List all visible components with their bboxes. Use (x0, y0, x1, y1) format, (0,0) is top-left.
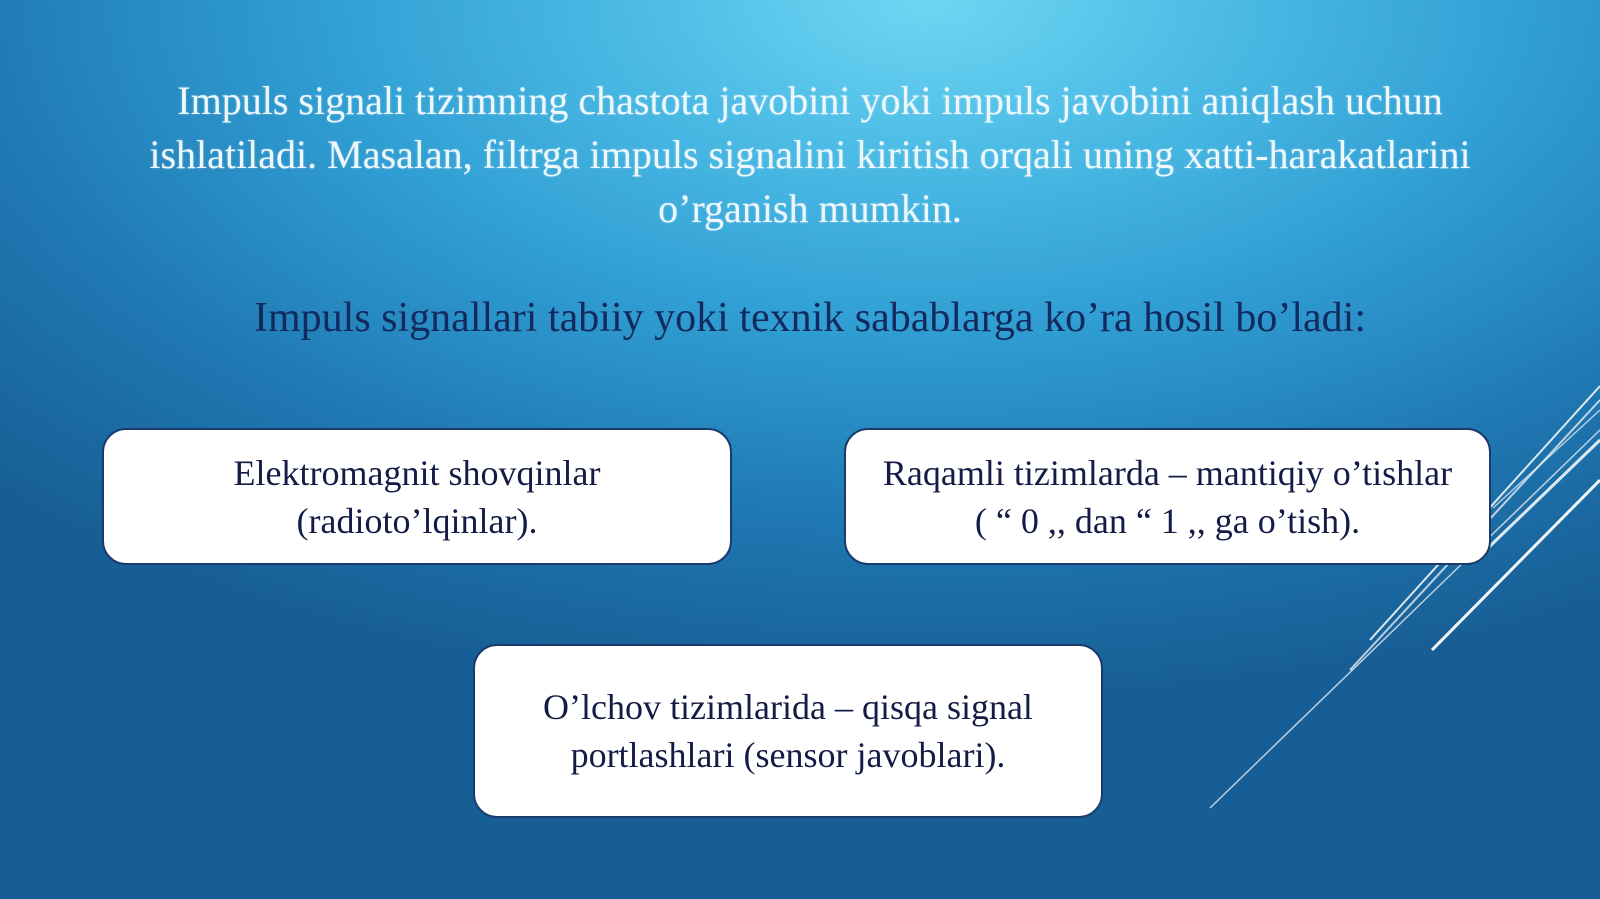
cause-box-text: O’lchov tizimlarida – qisqa signal portlashlari (sensor javoblari). (543, 687, 1033, 775)
section-subheading: Impuls signallari tabiiy yoki texnik sabablarga ko’ra hosil bo’ladi: (254, 295, 1366, 341)
cause-box-text: Raqamli tizimlarda – mantiqiy o’tishlar ( “ 0 ,, dan “ 1 ,, ga o’tish). (882, 452, 1453, 541)
cause-box-electromagnetic (102, 428, 732, 565)
cause-box-text: Elektromagnit shovqinlar (radioto’lqinlar). (233, 452, 601, 541)
cause-box-measurement-systems (473, 644, 1103, 818)
cause-box-digital-systems (844, 428, 1491, 565)
intro-paragraph: Impuls signali tizimning chastota javobini yoki impuls javobini aniqlash uchun ishlatiladi. Masalan, filtrga impuls signalini kiritish orqali uning xatti-harakatlarini o’rganish mumkin. (149, 78, 1471, 231)
